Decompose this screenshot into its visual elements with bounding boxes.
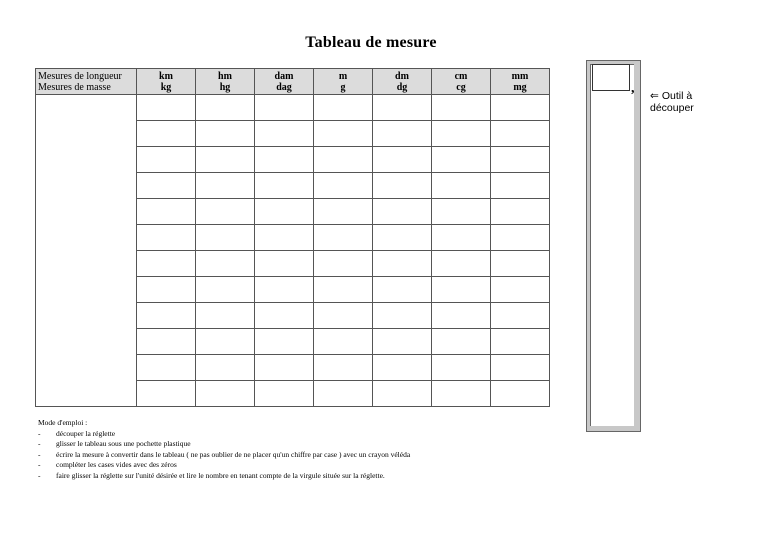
table-cell xyxy=(314,173,373,199)
table-cell xyxy=(255,277,314,303)
table-cell xyxy=(196,355,255,381)
table-cell xyxy=(373,121,432,147)
table-cell xyxy=(137,355,196,381)
slider-comma-mark: , xyxy=(631,81,635,96)
table-cell xyxy=(255,199,314,225)
table-cell xyxy=(196,303,255,329)
table-cell xyxy=(137,251,196,277)
table-cell xyxy=(196,121,255,147)
instruction-item: - découper la réglette xyxy=(38,429,410,440)
table-cell xyxy=(314,277,373,303)
table-cell xyxy=(137,173,196,199)
table-cell xyxy=(373,277,432,303)
table-cell xyxy=(255,329,314,355)
unit-header-dam: dam dag xyxy=(255,69,314,95)
table-cell xyxy=(314,95,373,121)
table-cell xyxy=(432,199,491,225)
instruction-item: - faire glisser la réglette sur l'unité désirée et lire le nombre en tenant compte de la virgule située sur la réglette. xyxy=(38,471,410,482)
row-labels-cell xyxy=(36,69,137,95)
table-cell xyxy=(491,277,550,303)
arrow-left-icon: ⇐ xyxy=(650,90,659,102)
instructions-heading: Mode d'emploi : xyxy=(38,418,88,427)
table-cell xyxy=(314,225,373,251)
table-cell xyxy=(373,329,432,355)
table-cell xyxy=(432,303,491,329)
unit-header-hm: hm hg xyxy=(196,69,255,95)
slider-tool-cutout xyxy=(590,64,634,426)
table-cell xyxy=(314,121,373,147)
table-cell xyxy=(373,381,432,407)
table-cell xyxy=(255,95,314,121)
table-cell xyxy=(432,329,491,355)
table-cell xyxy=(196,277,255,303)
label-column-cell xyxy=(36,95,137,407)
table-cell xyxy=(196,225,255,251)
tool-label-line1: Outil à xyxy=(661,90,693,102)
table-cell xyxy=(373,147,432,173)
table-cell xyxy=(373,251,432,277)
table-cell xyxy=(196,329,255,355)
table-cell xyxy=(314,381,373,407)
table-cell xyxy=(137,225,196,251)
table-cell xyxy=(432,251,491,277)
table-cell xyxy=(373,95,432,121)
table-cell xyxy=(491,95,550,121)
table-cell xyxy=(137,95,196,121)
table-cell xyxy=(314,355,373,381)
unit-header-m: m g xyxy=(314,69,373,95)
table-cell xyxy=(137,381,196,407)
table-cell xyxy=(432,381,491,407)
table-body xyxy=(36,95,550,407)
measure-table xyxy=(35,68,550,407)
table-cell xyxy=(491,355,550,381)
length-label: Mesures de longueur xyxy=(38,70,122,82)
table-cell xyxy=(432,95,491,121)
table-cell xyxy=(255,173,314,199)
table-cell xyxy=(491,251,550,277)
mass-label: Mesures de masse xyxy=(38,81,111,93)
table-cell xyxy=(491,225,550,251)
table-cell xyxy=(432,147,491,173)
table-cell xyxy=(373,199,432,225)
table-cell xyxy=(491,147,550,173)
table-cell xyxy=(432,121,491,147)
instruction-item: - glisser le tableau sous une pochette plastique xyxy=(38,439,410,450)
table-cell xyxy=(137,277,196,303)
table-cell xyxy=(255,147,314,173)
table-cell xyxy=(432,277,491,303)
table-cell xyxy=(491,303,550,329)
table-cell xyxy=(373,303,432,329)
table-cell xyxy=(137,199,196,225)
table-cell xyxy=(255,303,314,329)
tool-label xyxy=(650,90,694,114)
table-cell xyxy=(432,173,491,199)
table-cell xyxy=(196,381,255,407)
table-cell xyxy=(196,251,255,277)
table-cell xyxy=(255,355,314,381)
table-cell xyxy=(491,199,550,225)
table-cell xyxy=(196,173,255,199)
tool-label-line2: découper xyxy=(650,102,694,114)
table-cell xyxy=(314,199,373,225)
unit-header-mm: mm mg xyxy=(491,69,550,95)
table-cell xyxy=(137,121,196,147)
instruction-item: - compléter les cases vides avec des zéros xyxy=(38,460,410,471)
table-cell xyxy=(314,251,373,277)
table-cell xyxy=(314,329,373,355)
table-cell xyxy=(314,303,373,329)
table-cell xyxy=(255,225,314,251)
table-header-row xyxy=(36,69,550,95)
table-cell xyxy=(373,355,432,381)
table-cell xyxy=(255,381,314,407)
unit-header-cm: cm cg xyxy=(432,69,491,95)
table-cell xyxy=(314,147,373,173)
table-cell xyxy=(196,147,255,173)
unit-header-km: km kg xyxy=(137,69,196,95)
table-cell xyxy=(432,355,491,381)
table-cell xyxy=(255,251,314,277)
table-row xyxy=(36,95,550,121)
instructions xyxy=(38,418,410,481)
table-cell xyxy=(373,225,432,251)
table-cell xyxy=(491,381,550,407)
table-cell xyxy=(255,121,314,147)
table-cell xyxy=(491,173,550,199)
table-cell xyxy=(137,303,196,329)
table-cell xyxy=(137,329,196,355)
table-cell xyxy=(491,121,550,147)
table-cell xyxy=(432,225,491,251)
unit-header-dm: dm dg xyxy=(373,69,432,95)
table-cell xyxy=(373,173,432,199)
instruction-item: - écrire la mesure à convertir dans le tableau ( ne pas oublier de ne placer qu'un chiffre par case ) avec un crayon véléda xyxy=(38,450,410,461)
table-cell xyxy=(196,199,255,225)
slider-tool-window xyxy=(592,64,630,91)
table-cell xyxy=(491,329,550,355)
table-cell xyxy=(196,95,255,121)
page-title: Tableau de mesure xyxy=(305,34,437,51)
table-cell xyxy=(137,147,196,173)
